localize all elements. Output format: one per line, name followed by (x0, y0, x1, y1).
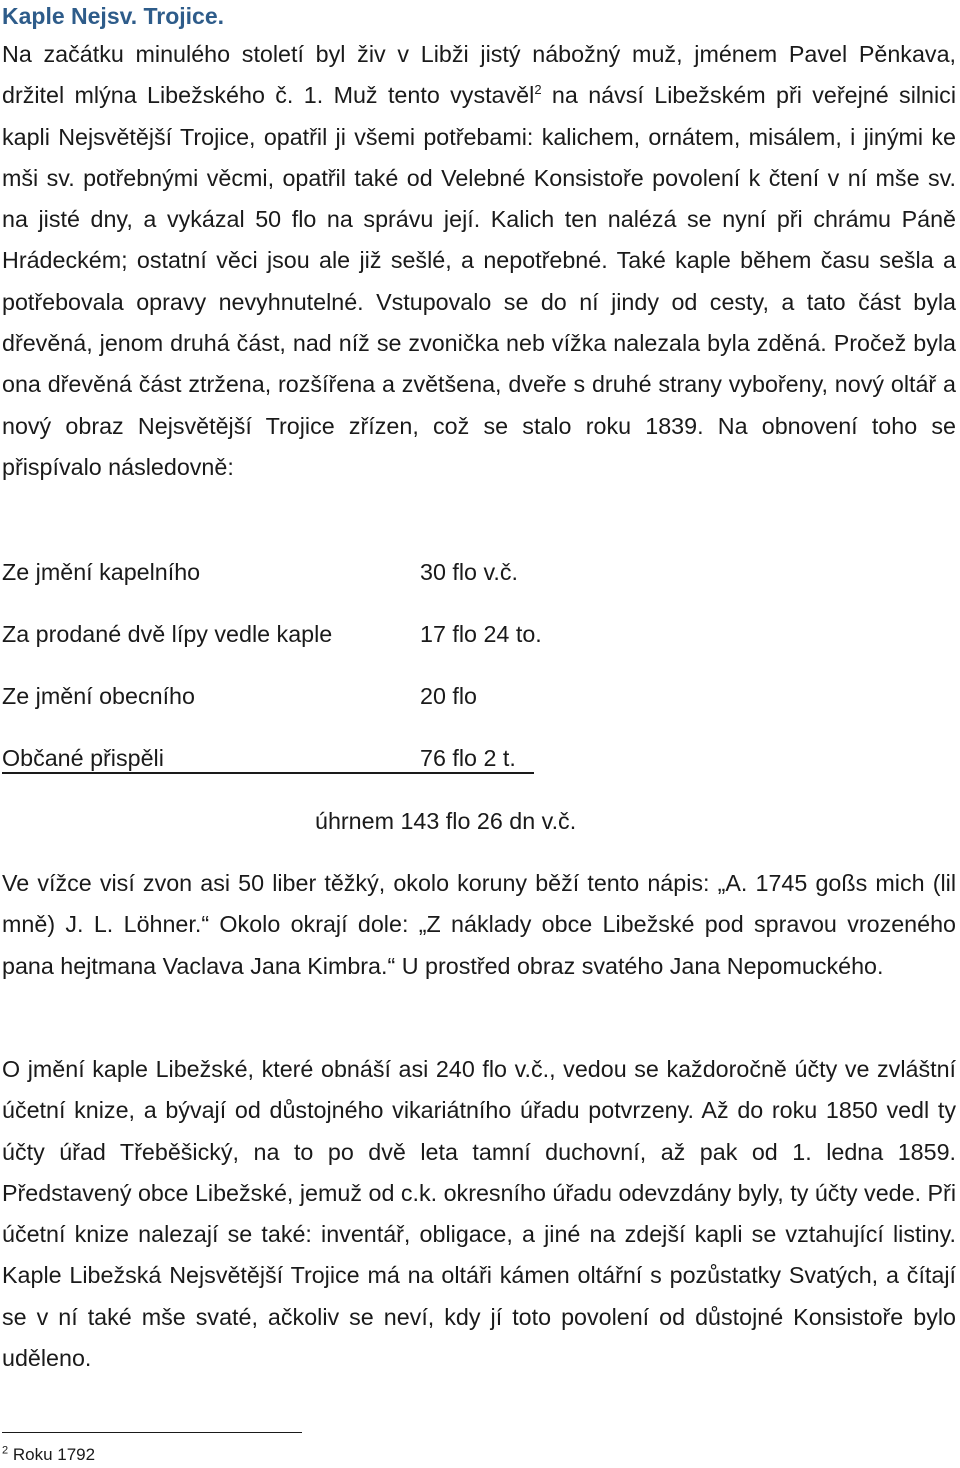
footnote-separator (2, 1432, 302, 1433)
contribution-label: Ze jmění obecního (2, 683, 195, 709)
document-title: Kaple Nejsv. Trojice. (2, 3, 225, 29)
contribution-row (2, 679, 602, 713)
footnote-marker: 2 (2, 1444, 9, 1457)
sum-rule (2, 772, 534, 774)
contribution-label: Za prodané dvě lípy vedle kaple (2, 621, 333, 647)
contribution-amount: 20 flo (420, 683, 477, 709)
contribution-amount: 30 flo v.č. (420, 559, 518, 585)
contribution-amount: 76 flo 2 t. (420, 745, 516, 771)
contribution-label: Občané přispěli (2, 745, 164, 771)
contribution-amount: 17 flo 24 to. (420, 621, 542, 647)
paragraph-accounts: O jmění kaple Libežské, které obnáší asi 240 flo v.č., vedou se každoročně účty ve zvláštní účetní knize, a bývají od důstojného vikariátního úřadu potvrzeny. Až do roku 1850 vedl ty účty úřad Třeběšický, na to po dvě leta tamní duchovní, až pak od 1. ledna 1859. Představený obce Libežské, jemuž od c.k. okresního úřadu odevzdány byly, ty účty vede. Při účetní knize nalezají se také: inventář, obligace, a jiné na zdejší kapli se vztahující listiny. Kaple Libežská Nejsvětější Trojice má na oltáři kámen oltářní s pozůstatky Svatých, a čítají se v ní také mše svaté, ačkoliv se neví, kdy jí toto povolení od důstojné Konsistoře bylo uděleno. (2, 1056, 956, 1372)
contribution-total: úhrnem 143 flo 26 dn v.č. (315, 808, 577, 834)
paragraph-bell: Ve vížce visí zvon asi 50 liber těžký, okolo koruny běží tento nápis: „A. 1745 goßs mich (lil mně) J. L. Löhner.“ Okolo okrají dole: „Z náklady obce Libežské pod spravou vrozeného pana hejtmana Vaclava Jana Kimbra.“ U prostřed obraz svatého Jana Nepomuckého. (2, 870, 956, 979)
footnote (2, 1443, 95, 1467)
paragraph-history-text-b: na návsí Libežském při veřejné silnici kapli Nejsvětější Trojice, opatřil ji všemi potřebami: kalichem, ornátem, misálem, i jinými ke mši sv. potřebnými věcmi, opatřil také od Velebné Konsistoře povolení k čtení v ní mše sv. na jisté dny, a vykázal 50 flo na správu její. Kalich ten nalézá se nyní při chrámu Páně Hrádeckém; ostatní věci jsou ale již sešlé, a nepotřebné. Také kaple během času sešla a potřebovala opravy nevyhnutelné. Vstupovalo se do ní jindy od cesty, a tato část byla dřevěná, jenom druhá část, nad níž se zvonička neb vížka nalezala byla zděná. Pročež byla ona dřevěná část ztržena, rozšířena a zvětšena, dveře s druhé strany vybořeny, nový oltář a nový obraz Nejsvětější Trojice zřízen, což se stalo roku 1839. Na obnovení toho se přispívalo následovně: (2, 82, 956, 480)
footnote-text: Roku 1792 (8, 1445, 96, 1464)
contribution-row (2, 741, 602, 775)
contribution-row (2, 555, 602, 589)
contribution-label: Ze jmění kapelního (2, 559, 201, 585)
paragraph-history (2, 34, 956, 488)
footnote-reference: 2 (534, 82, 542, 98)
paragraph-history-text-a: Na začátku minulého století byl živ v Libži jistý nábožný muž, jménem Pavel Pěnkava, držitel mlýna Libežského č. 1. Muž tento vystavěl (2, 41, 956, 109)
contribution-row (2, 617, 602, 651)
